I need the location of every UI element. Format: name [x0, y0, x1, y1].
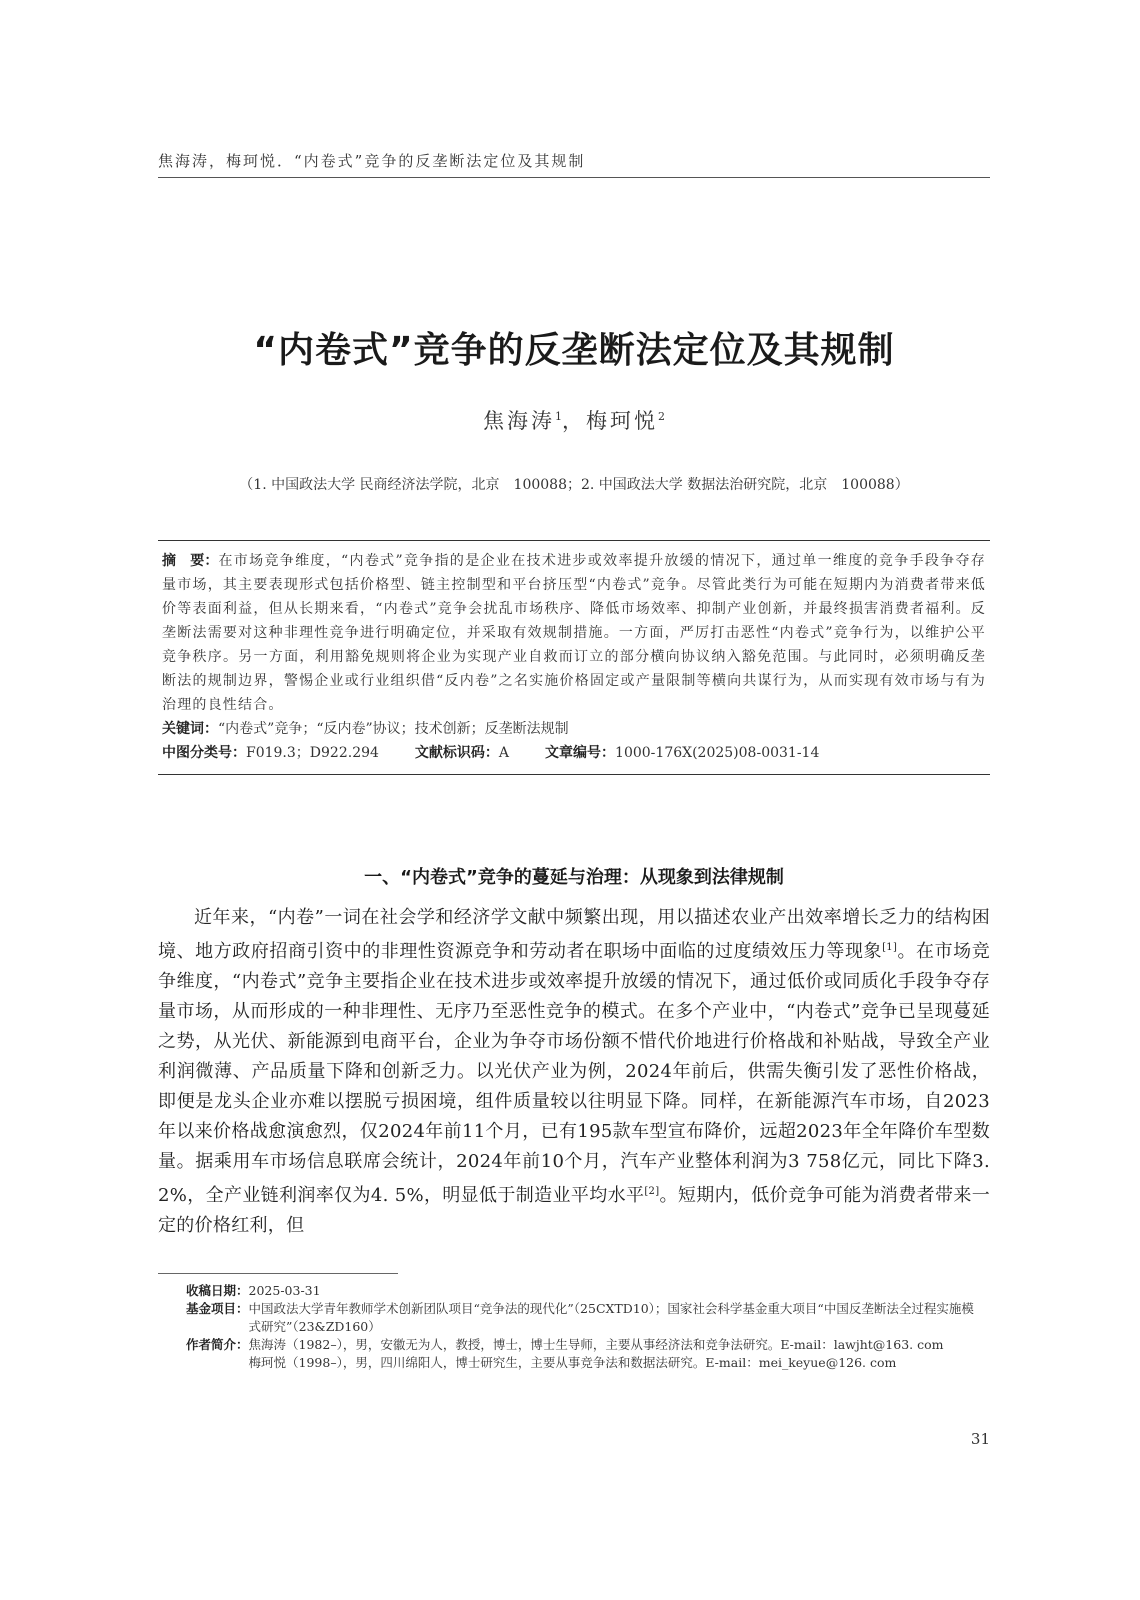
author-name: 梅珂悦	[586, 409, 658, 433]
clc-value: F019.3；D922.294	[246, 745, 379, 761]
body-text-2: 。在市场竞争维度，“内卷式”竞争主要指企业在技术进步或效率提升放缓的情况下，通过低价或同质化手段争夺存量市场，从而形成的一种非理性、无序乃至恶性竞争的模式。在多个产业中，“内卷式”竞争已呈现蔓延之势，从光伏、新能源到电商平台，企业为争夺市场份额不惜代价地进行价格战和补贴战，导致全产业利润微薄、产品质量下降和创新乏力。以光伏产业为例，2024年前后，供需失衡引发了恶性价格战，即便是龙头企业亦难以摆脱亏损困境，组件质量较以往明显下降。同样，在新能源汽车市场，自2023年以来价格战愈演愈烈，仅2024年前11个月，已有195款车型宣布降价，远超2023年全年降价车型数量。据乘用车市场信息联席会统计，2024年前10个月，汽车产业整体利润为3 758亿元，同比下降3. 2%，全产业链利润率仅为4. 5%，明显低于制造业平均水平	[158, 941, 991, 1206]
received-label: 收稿日期：	[186, 1283, 249, 1298]
fund-value: 中国政法大学青年教师学术创新团队项目“竞争法的现代化”（25CXTD10）；国家社会科学基金重大项目“中国反垄断法全过程实施模式研究”（23&ZD160）	[248, 1301, 974, 1334]
author-bio	[186, 1336, 976, 1372]
paper-title: “内卷式”竞争的反垄断法定位及其规制	[253, 330, 895, 371]
affil-mark: 2	[658, 410, 665, 423]
received-date	[186, 1282, 976, 1300]
citation-ref[interactable]: [1]	[882, 942, 898, 953]
received-value: 2025-03-31	[248, 1283, 321, 1298]
article-no-label: 文章编号：	[545, 745, 616, 761]
page-number: 31	[970, 1430, 990, 1448]
abstract-text: 在市场竞争维度，“内卷式”竞争指的是企业在技术进步或效率提升放缓的情况下，通过单一维度的竞争手段争夺存量市场，其主要表现形式包括价格型、链主控制型和平台挤压型“内卷式”竞争。尽管此类行为可能在短期内为消费者带来低价等表面利益，但从长期来看，“内卷式”竞争会扰乱市场秩序、降低市场效率、抑制产业创新，并最终损害消费者福利。反垄断法需要对这种非理性竞争进行明确定位，并采取有效规制措施。一方面，严厉打击恶性“内卷式”竞争行为，以维护公平竞争秩序。另一方面，利用豁免规则将企业为实现产业自救而订立的部分横向协议纳入豁免范围。与此同时，必须明确反垄断法的规制边界，警惕企业或行业组织借“反内卷”之名实施价格固定或产量限制等横向共谋行为，从而实现有效市场与有为治理的良性结合。	[162, 553, 986, 713]
keywords	[158, 717, 990, 741]
body-text-3: 。短期内，低价竞争可能为消费者带来一定的价格红利，但	[158, 1185, 990, 1236]
article-no-value: 1000-176X(2025)08-0031-14	[615, 745, 820, 761]
abstract	[158, 549, 990, 717]
doc-code-value: A	[498, 745, 510, 761]
fund-label: 基金项目：	[186, 1301, 249, 1316]
bio-author-1: 焦海涛（1982–），男，安徽无为人，教授，博士，博士生导师，主要从事经济法和竞争法研究。E-mail：lawjht@163. com	[248, 1337, 944, 1352]
citation-ref[interactable]: [2]	[644, 1186, 660, 1197]
author-separator: ，	[562, 409, 586, 433]
abstract-label: 摘 要：	[162, 553, 219, 569]
author-list	[158, 405, 990, 435]
classification-line	[158, 741, 990, 765]
keywords-label: 关键词：	[162, 721, 218, 737]
bio-label: 作者简介：	[186, 1337, 249, 1352]
section-heading: 一、“内卷式”竞争的蔓延与治理：从现象到法律规制	[364, 867, 784, 888]
affil-mark: 1	[555, 410, 562, 423]
author-name: 焦海涛	[483, 409, 555, 433]
abstract-block	[158, 540, 990, 775]
running-head: 焦海涛，梅珂悦．“内卷式”竞争的反垄断法定位及其规制	[158, 150, 990, 178]
clc-label: 中图分类号：	[162, 745, 246, 761]
doc-code-label: 文献标识码：	[414, 745, 499, 761]
footnotes	[186, 1282, 976, 1372]
bio-author-2: 梅珂悦（1998–），男，四川绵阳人，博士研究生，主要从事竞争法和数据法研究。E-mail：mei_keyue@126. com	[248, 1355, 897, 1370]
keywords-text: “内卷式”竞争；“反内卷”协议；技术创新；反垄断法规制	[218, 721, 569, 737]
affiliations: （1. 中国政法大学 民商经济法学院，北京 100088；2. 中国政法大学 数据法治研究院，北京 100088）	[239, 477, 909, 493]
fund-info	[186, 1300, 976, 1336]
body-paragraph	[158, 903, 990, 1241]
footnote-divider	[158, 1273, 398, 1274]
body-text-1: 近年来，“内卷”一词在社会学和经济学文献中频繁出现，用以描述农业产出效率增长乏力的结构困境、地方政府招商引资中的非理性资源竞争和劳动者在职场中面临的过度绩效压力等现象	[158, 907, 990, 962]
